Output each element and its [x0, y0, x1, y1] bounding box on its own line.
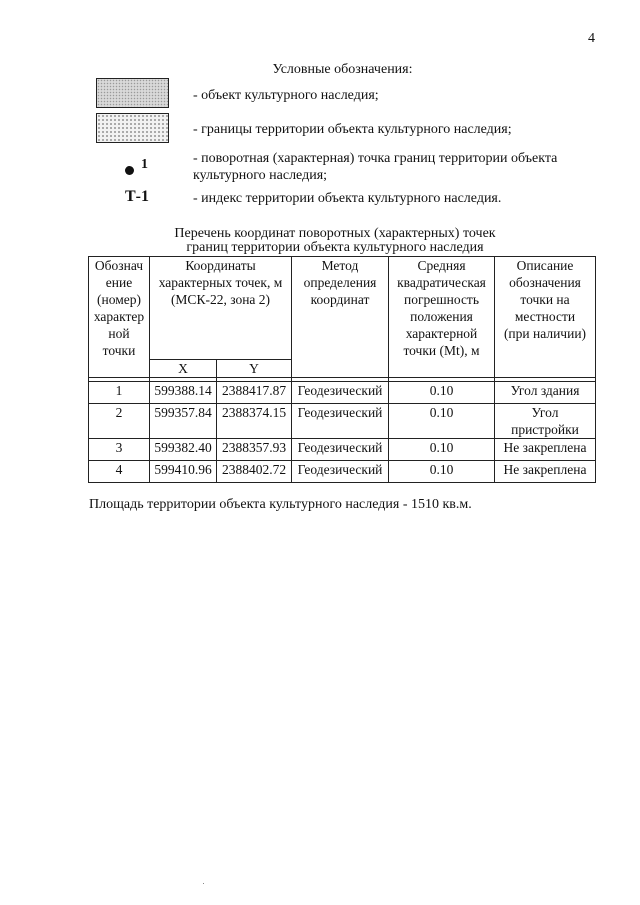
legend-title: Условные обозначения:	[272, 62, 413, 77]
table-cell-x: 599357.84	[150, 404, 217, 439]
table-cell-method: Геодезический	[292, 461, 389, 483]
table-cell-point-number: 2	[89, 404, 150, 439]
header-coordinates: Координаты характерных точек, м (МСК-22, зона 2)	[150, 257, 292, 360]
header-y: Y	[217, 360, 292, 378]
turning-point-symbol-label: 1	[141, 157, 148, 172]
header-x: X	[150, 360, 217, 378]
header-method: Метод определения координат	[292, 257, 389, 378]
table-cell-y: 2388374.15	[217, 404, 292, 439]
table-cell-y: 2388402.72	[217, 461, 292, 483]
table-cell-point-number: 4	[89, 461, 150, 483]
legend-text-territory-boundary: - границы территории объекта культурного наследия;	[193, 122, 512, 137]
table-cell-mean-error: 0.10	[389, 382, 495, 404]
table-cell-method: Геодезический	[292, 439, 389, 461]
table-caption-line-1: Перечень координат поворотных (характерных) точек	[174, 226, 496, 241]
table-cell-x: 599388.14	[150, 382, 217, 404]
table-cell-x: 599382.40	[150, 439, 217, 461]
table-cell-point-number: 1	[89, 382, 150, 404]
table-cell-mean-error: 0.10	[389, 461, 495, 483]
table-cell-mean-error: 0.10	[389, 439, 495, 461]
header-designation: Обознач ение (номер) характер ной точки	[89, 257, 150, 378]
table-cell-y: 2388417.87	[217, 382, 292, 404]
heritage-object-swatch	[96, 78, 169, 108]
table-cell-x: 599410.96	[150, 461, 217, 483]
scan-speck	[203, 883, 204, 884]
territory-boundary-swatch	[96, 113, 169, 143]
table-caption-line-2: границ территории объекта культурного наследия	[186, 240, 484, 255]
legend-text-territory-index: - индекс территории объекта культурного наследия.	[193, 191, 502, 206]
territory-area-text: Площадь территории объекта культурного наследия - 1510 кв.м.	[89, 497, 472, 512]
table-cell-description: Не закреплена	[495, 461, 596, 483]
territory-index-symbol: Т-1	[125, 188, 149, 205]
legend-text-heritage-object: - объект культурного наследия;	[193, 88, 379, 103]
coordinates-table	[88, 256, 596, 483]
header-mean-error: Средняя квадратическая погрешность положения характерной точки (Mt), м	[389, 257, 495, 378]
table-cell-method: Геодезический	[292, 404, 389, 439]
table-cell-description: Не закреплена	[495, 439, 596, 461]
table-caption	[0, 227, 640, 255]
table-cell-point-number: 3	[89, 439, 150, 461]
table-cell-method: Геодезический	[292, 382, 389, 404]
legend-text-turning-point: - поворотная (характерная) точка границ территории объекта культурного наследия;	[193, 151, 558, 183]
table-cell-y: 2388357.93	[217, 439, 292, 461]
page-number: 4	[588, 31, 595, 46]
table-cell-description: Угол пристройки	[495, 404, 596, 439]
table-cell-description: Угол здания	[495, 382, 596, 404]
header-description: Описание обозначения точки на местности (при наличии)	[495, 257, 596, 378]
table-cell-mean-error: 0.10	[389, 404, 495, 439]
turning-point-dot-icon	[125, 166, 134, 175]
